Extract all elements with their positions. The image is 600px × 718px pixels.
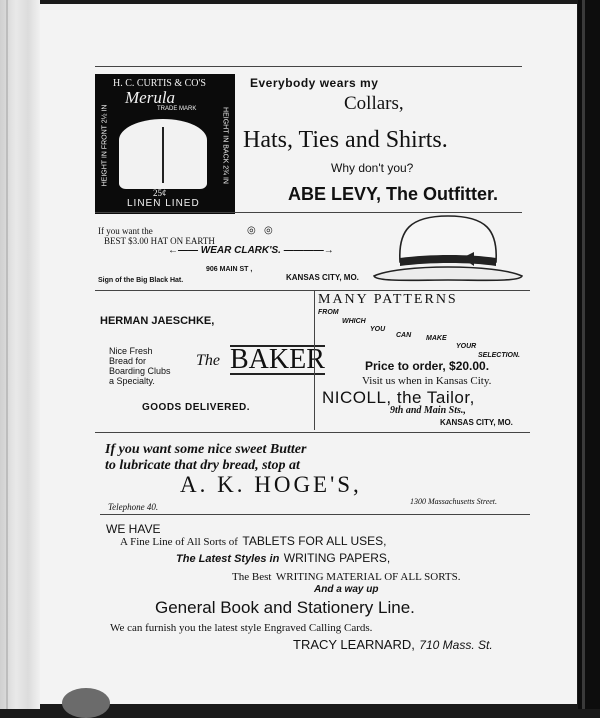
arrow-right-icon: ————→ <box>283 245 334 256</box>
ad4-visit: Visit us when in Kansas City. <box>362 375 492 387</box>
book-spine <box>0 0 40 709</box>
ad6-line7b: 710 Mass. St. <box>419 638 493 652</box>
button-dots: ◎ ◎ <box>247 225 273 236</box>
ad2-wear-text: WEAR CLARK'S. <box>200 245 281 256</box>
ad5-phone: Telephone 40. <box>108 502 159 512</box>
ad6-line1a: A Fine Line of All Sorts of <box>120 536 238 548</box>
ad6-line2 <box>176 549 390 567</box>
ad3-bread2: Bread for <box>109 356 147 366</box>
ad3-delivered: GOODS DELIVERED. <box>142 402 251 413</box>
ad6-we-have: WE HAVE <box>106 522 161 536</box>
ad1-why: Why don't you? <box>331 161 414 175</box>
ad2-sign: Sign of the Big Black Hat. <box>98 277 184 284</box>
ad6-line7a: TRACY LEARNARD, <box>293 637 415 652</box>
divider-vertical <box>314 290 315 430</box>
ad2-line2: BEST $3.00 HAT ON EARTH <box>104 236 215 246</box>
ad2-city: KANSAS CITY, MO. <box>286 273 359 282</box>
ad4-patterns: MANY PATTERNS <box>318 292 458 307</box>
ad6-line5: General Book and Stationery Line. <box>155 598 415 617</box>
ad6-line2a: The Latest Styles in <box>176 553 280 565</box>
ad3-baker: BAKER <box>230 344 325 375</box>
ad4-selection: SELECTION. <box>478 352 521 359</box>
ad3-bread1: Nice Fresh <box>109 346 153 356</box>
ad5-name: A. K. HOGE'S, <box>180 472 362 497</box>
ad5-line1: If you want some nice sweet Butter <box>105 442 307 457</box>
collar-logo <box>95 74 235 214</box>
rule-4 <box>100 514 530 515</box>
ad1-abe-levy: ABE LEVY, The Outfitter. <box>288 184 499 204</box>
ad4-can: CAN <box>396 332 412 339</box>
ad6-line6: We can furnish you the latest style Engraved Calling Cards. <box>110 622 373 634</box>
ad6-line3b: WRITING MATERIAL OF ALL SORTS. <box>275 571 461 583</box>
ad4-your: YOUR <box>456 343 477 350</box>
ad4-nicoll: NICOLL, the Tailor, <box>322 388 475 407</box>
ad6-line2b: WRITING PAPERS, <box>283 551 391 565</box>
ad2-address: 906 MAIN ST , <box>206 266 253 273</box>
ad4-from: FROM <box>318 309 339 316</box>
logo-trademark: TRADE MARK <box>157 106 197 112</box>
top-rule <box>95 66 522 67</box>
ad6-line4: And a way up <box>314 584 379 595</box>
logo-bottom: LINEN LINED <box>127 198 200 209</box>
ad1-line1: Everybody wears my <box>250 76 379 90</box>
ad6-line7 <box>293 636 493 654</box>
ad6-line3 <box>232 567 460 585</box>
ad1-hats: Hats, Ties and Shirts. <box>243 127 448 153</box>
ad4-price: Price to order, $20.00. <box>365 359 490 373</box>
page-edge <box>578 0 600 709</box>
ad4-street: 9th and Main Sts., <box>390 405 466 416</box>
ad5-line2: to lubricate that dry bread, stop at <box>105 458 300 473</box>
ad3-bread4: a Specialty. <box>109 376 155 386</box>
logo-price: 25¢ <box>153 188 167 198</box>
ad6-line1 <box>120 532 386 550</box>
ad3-bread3: Boarding Clubs <box>109 366 171 376</box>
ad3-name: HERMAN JAESCHKE, <box>100 315 215 327</box>
ad6-line3a: The Best <box>232 571 272 583</box>
ad2-line1: If you want the <box>98 226 153 236</box>
ad2-wear <box>168 245 334 256</box>
ad4-which: WHICH <box>342 318 366 325</box>
hat-image <box>370 210 526 286</box>
arrow-left-icon: ←—— <box>168 245 198 256</box>
logo-brand: H. C. CURTIS & CO'S <box>113 78 206 89</box>
rule-3 <box>95 432 530 433</box>
ad4-city: KANSAS CITY, MO. <box>440 418 513 427</box>
ad1-collars: Collars, <box>344 93 404 114</box>
ad4-make: MAKE <box>426 335 447 342</box>
collar-image <box>119 119 207 189</box>
ad6-line1b: TABLETS FOR ALL USES, <box>242 534 387 548</box>
logo-right-text: HEIGHT IN BACK 2¾ IN <box>221 107 229 184</box>
rule-2 <box>95 290 530 291</box>
ad4-you: YOU <box>370 326 386 333</box>
ad3-baker-the: The <box>196 352 220 369</box>
ad5-street: 1300 Massachusetts Street. <box>410 497 498 506</box>
scanner-thumb <box>62 688 110 718</box>
logo-script: Merula <box>125 88 176 107</box>
logo-left-text: HEIGHT IN FRONT 2½ IN <box>101 104 109 187</box>
